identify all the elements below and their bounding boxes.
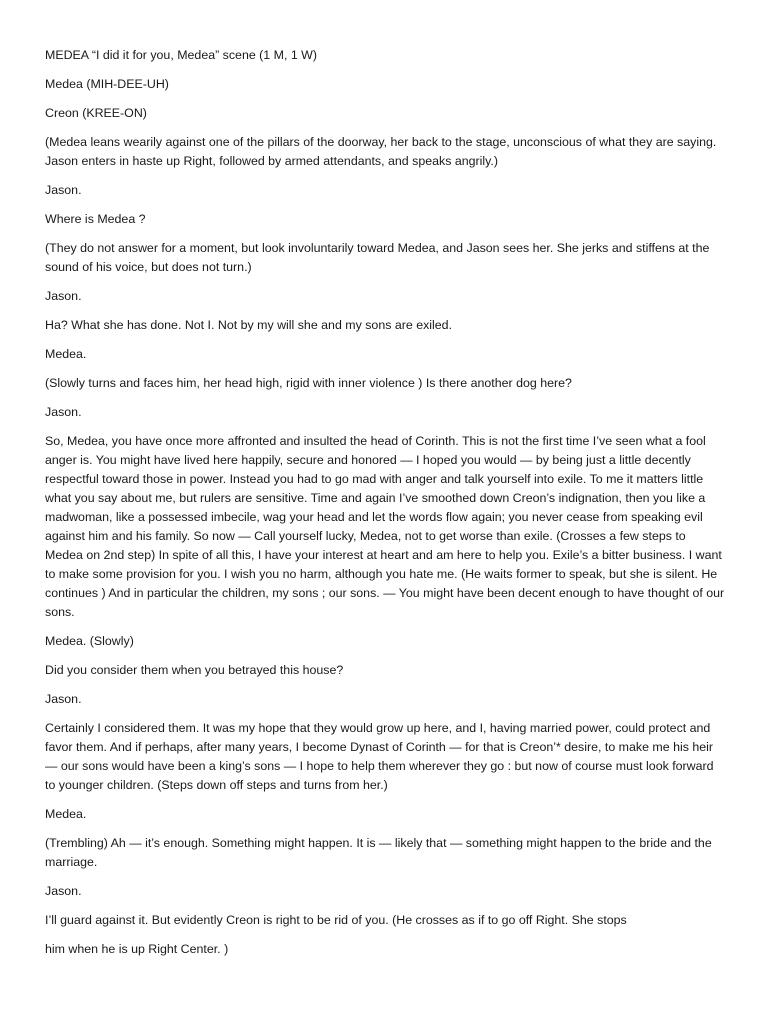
scene-title: MEDEA “I did it for you, Medea” scene (1 M, 1 W) xyxy=(45,48,317,62)
character-pronunciation-creon: Creon (KREE-ON) xyxy=(45,106,147,120)
dialogue-line: Did you consider them when you betrayed this house? xyxy=(45,663,344,677)
script-text xyxy=(45,46,725,969)
dialogue-line: I’ll guard against it. But evidently Creon is right to be rid of you. (He crosses as if to go off Right. She stops xyxy=(45,913,627,927)
dialogue-line: him when he is up Right Center. ) xyxy=(45,942,229,956)
dialogue-line: (Trembling) Ah — it’s enough. Something might happen. It is — likely that — something might happen to the bride and the marriage. xyxy=(45,836,712,869)
speaker-name: Jason. xyxy=(45,884,82,898)
speaker-name: Medea. xyxy=(45,347,87,361)
dialogue-line: (Slowly turns and faces him, her head high, rigid with inner violence ) Is there another dog here? xyxy=(45,376,572,390)
stage-direction: (They do not answer for a moment, but look involuntarily toward Medea, and Jason sees her. She jerks and stiffens at the sound of his voice, but does not turn.) xyxy=(45,241,710,274)
speaker-name: Jason. xyxy=(45,405,82,419)
stage-direction: (Medea leans wearily against one of the pillars of the doorway, her back to the stage, unconscious of what they are saying. Jason enters in haste up Right, followed by armed attendants, and speaks angrily.) xyxy=(45,135,717,168)
dialogue-line: So, Medea, you have once more affronted and insulted the head of Corinth. This is not the first time I’ve seen what a fool anger is. You might have lived here happily, secure and honored — I hoped you would — by being just a little decently respectful toward those in power. Instead you had to go mad with anger and talk yourself into exile. To me it matters little what you say about me, but rulers are sensitive. Time and again I’ve smoothed down Creon’s indignation, then you like a madwoman, like a possessed imbecile, wag your head and let the words flow again; you never cease from speaking evil against him and his family. So now — Call yourself lucky, Medea, not to get worse than exile. (Crosses a few steps to Medea on 2nd step) In spite of all this, I have your interest at heart and am here to help you. Exile’s a bitter business. I want to make some provision for you. I wish you no harm, although you hate me. (He waits former to speak, but she is silent. He continues ) And in particular the children, my sons ; our sons. — You might have been decent enough to have thought of our sons. xyxy=(45,434,725,619)
dialogue-line: Ha? What she has done. Not I. Not by my will she and my sons are exiled. xyxy=(45,318,453,332)
character-pronunciation-medea: Medea (MIH-DEE-UH) xyxy=(45,77,169,91)
dialogue-line: Certainly I considered them. It was my hope that they would grow up here, and I, having married power, could protect and favor them. And if perhaps, after many years, I become Dynast of Corinth — for that is Creon’* desire, to make me his heir — our sons would have been a king’s sons — I hope to help them wherever they go : but now of course must look forward to younger children. (Steps down off steps and turns from her.) xyxy=(45,721,714,792)
dialogue-line: Where is Medea ? xyxy=(45,212,146,226)
speaker-name: Jason. xyxy=(45,289,82,303)
speaker-name: Medea. xyxy=(45,807,87,821)
speaker-name: Jason. xyxy=(45,692,82,706)
speaker-name: Medea. (Slowly) xyxy=(45,634,134,648)
speaker-name: Jason. xyxy=(45,183,82,197)
